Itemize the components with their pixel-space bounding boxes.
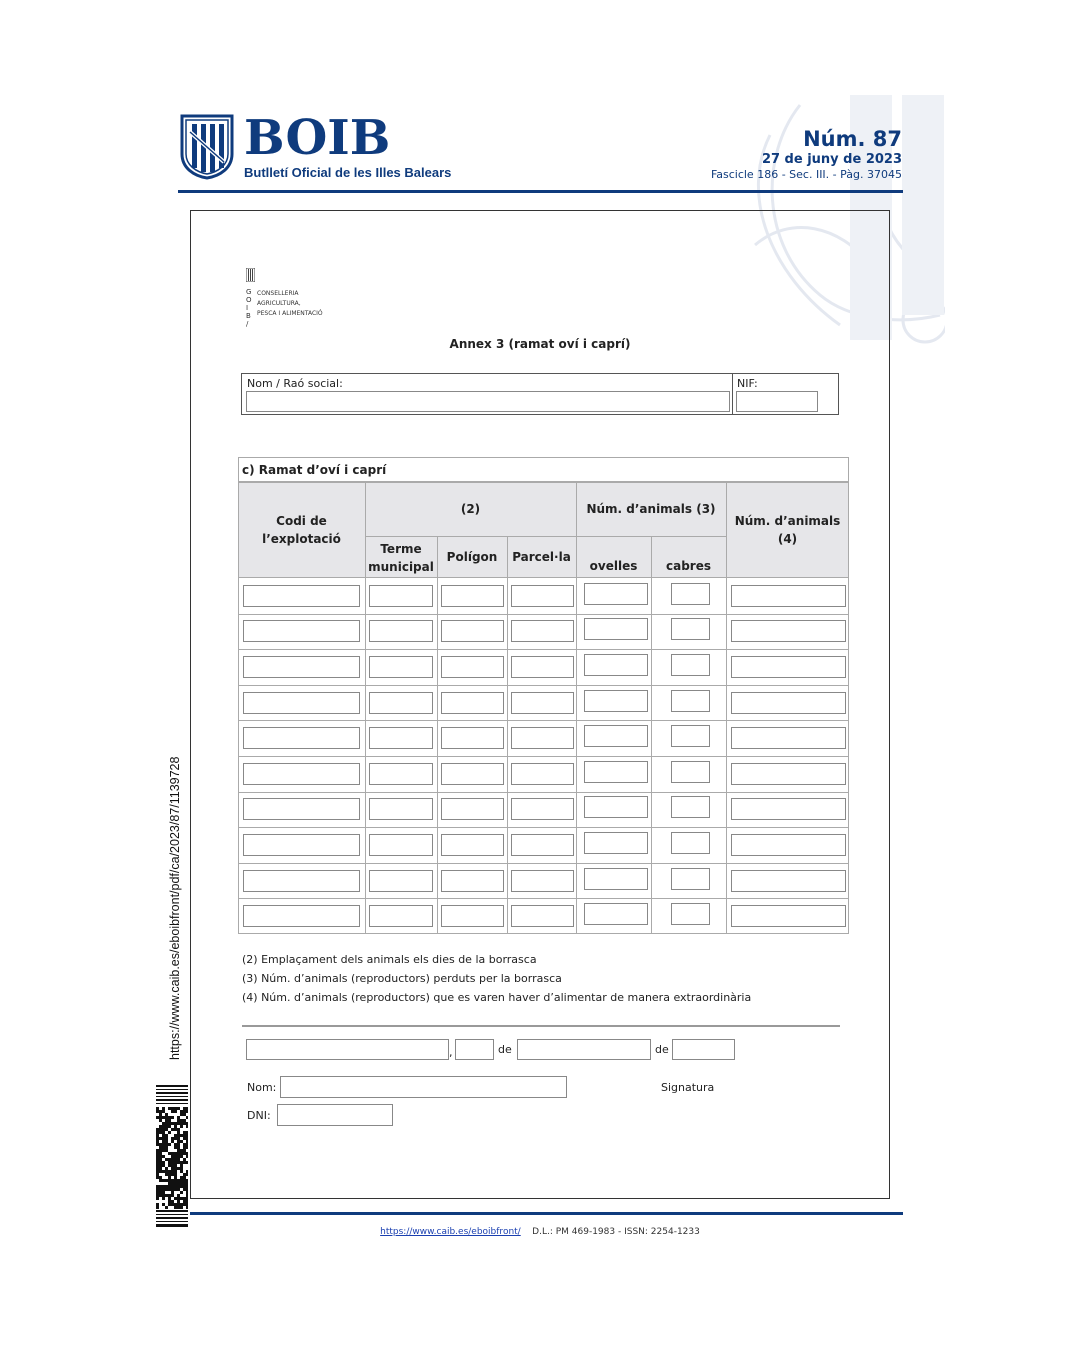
terme-field[interactable] (369, 692, 433, 714)
ovelles-field[interactable] (584, 832, 648, 854)
poligon-field[interactable] (441, 798, 504, 820)
govern-emblem-icon (246, 268, 255, 282)
codi-field[interactable] (243, 870, 360, 892)
section-title: c) Ramat d’oví i caprí (242, 463, 387, 477)
name-nif-divider (732, 374, 733, 414)
parcela-field[interactable] (511, 692, 574, 714)
govern-letter: G (246, 288, 252, 296)
terme-field[interactable] (369, 620, 433, 642)
govern-department (257, 289, 323, 319)
govern-line: CONSELLERIA (257, 290, 299, 297)
num4-field[interactable] (731, 763, 846, 785)
publication-subtitle: Butlletí Oficial de les Illes Balears (244, 165, 452, 180)
ovelles-field[interactable] (584, 618, 648, 640)
poligon-field[interactable] (441, 763, 504, 785)
annex-title: Annex 3 (ramat oví i caprí) (449, 337, 631, 351)
publication-title: BOIB (244, 110, 391, 166)
terme-field[interactable] (369, 727, 433, 749)
ovelles-field[interactable] (584, 690, 648, 712)
parcela-field[interactable] (511, 870, 574, 892)
cabres-field[interactable] (671, 832, 710, 854)
cabres-field[interactable] (671, 583, 710, 605)
ovelles-field[interactable] (584, 796, 648, 818)
ovelles-field[interactable] (584, 654, 648, 676)
poligon-field[interactable] (441, 692, 504, 714)
header-rule (178, 190, 903, 193)
num4-field[interactable] (731, 656, 846, 678)
govern-letters (246, 288, 252, 328)
codi-field[interactable] (243, 692, 360, 714)
name-field[interactable] (246, 391, 730, 412)
cabres-field[interactable] (671, 725, 710, 747)
poligon-field[interactable] (441, 585, 504, 607)
col-header-poligon: Polígon (446, 550, 498, 564)
num4-field[interactable] (731, 585, 846, 607)
govern-letter: B (246, 312, 251, 320)
ovelles-field[interactable] (584, 903, 648, 925)
codi-field[interactable] (243, 905, 360, 927)
poligon-field[interactable] (441, 870, 504, 892)
num4-field[interactable] (731, 834, 846, 856)
col-divider (576, 482, 577, 934)
cabres-field[interactable] (671, 654, 710, 676)
codi-field[interactable] (243, 620, 360, 642)
qr-code-icon (156, 1085, 188, 1230)
parcela-field[interactable] (511, 798, 574, 820)
parcela-field[interactable] (511, 763, 574, 785)
col-divider (507, 536, 508, 934)
poligon-field[interactable] (441, 656, 504, 678)
poligon-field[interactable] (441, 727, 504, 749)
row-divider (238, 614, 849, 615)
row-divider (238, 685, 849, 686)
terme-field[interactable] (369, 585, 433, 607)
cabres-field[interactable] (671, 796, 710, 818)
dni-field[interactable] (277, 1104, 393, 1126)
row-divider (238, 863, 849, 864)
terme-field[interactable] (369, 834, 433, 856)
nom-label: Nom: (247, 1081, 277, 1094)
parcela-field[interactable] (511, 620, 574, 642)
codi-field[interactable] (243, 834, 360, 856)
de-label-2: de (655, 1043, 669, 1056)
year-field[interactable] (672, 1039, 735, 1060)
signatura-label: Signatura (661, 1081, 715, 1094)
header-divider (365, 536, 726, 537)
cabres-field[interactable] (671, 618, 710, 640)
ovelles-field[interactable] (584, 725, 648, 747)
cabres-field[interactable] (671, 690, 710, 712)
num4-field[interactable] (731, 798, 846, 820)
ovelles-field[interactable] (584, 583, 648, 605)
govern-line: AGRICULTURA, (257, 300, 301, 307)
num4-field[interactable] (731, 692, 846, 714)
num4-field[interactable] (731, 727, 846, 749)
issue-info: Fascicle 186 - Sec. III. - Pàg. 37045 (710, 168, 902, 181)
col-header-ovelles: ovelles (589, 559, 638, 573)
col-divider (726, 482, 727, 934)
footer (0, 1227, 1080, 1237)
col-divider (651, 536, 652, 934)
terme-field[interactable] (369, 763, 433, 785)
boib-emblem-icon (178, 112, 236, 180)
codi-field[interactable] (243, 798, 360, 820)
issue-date: 27 de juny de 2023 (761, 152, 902, 167)
govern-letter: O (246, 296, 252, 304)
place-field[interactable] (246, 1039, 449, 1060)
issue-number: Núm. 87 (803, 127, 902, 151)
row-divider (238, 649, 849, 650)
name-label: Nom / Raó social: (247, 377, 343, 390)
footer-rule (190, 1212, 903, 1215)
row-divider (238, 756, 849, 757)
terme-field[interactable] (369, 905, 433, 927)
cabres-field[interactable] (671, 903, 710, 925)
side-url: https://www.caib.es/eboibfront/pdf/ca/2023/87/1139728 (168, 756, 182, 1060)
num4-field[interactable] (731, 870, 846, 892)
terme-field[interactable] (369, 798, 433, 820)
col-header-terme: Terme municipal (368, 542, 434, 574)
nom-field[interactable] (280, 1076, 567, 1098)
col-divider (437, 536, 438, 934)
comma-label: , (449, 1046, 453, 1059)
note-2: (2) Emplaçament dels animals els dies de la borrasca (242, 953, 537, 966)
note-4: (4) Núm. d’animals (reproductors) que es varen haver d’alimentar de manera extraordinària (242, 991, 752, 1004)
row-divider (238, 720, 849, 721)
cabres-field[interactable] (671, 868, 710, 890)
signature-rule (242, 1025, 840, 1027)
parcela-field[interactable] (511, 905, 574, 927)
poligon-field[interactable] (441, 834, 504, 856)
col-header-num4: Núm. d’animals (4) (734, 514, 841, 546)
codi-field[interactable] (243, 763, 360, 785)
nif-label: NIF: (737, 377, 758, 390)
parcela-field[interactable] (511, 656, 574, 678)
num4-field[interactable] (731, 905, 846, 927)
footer-link[interactable]: https://www.caib.es/eboibfront/ (380, 1227, 521, 1237)
govern-letter: / (246, 320, 249, 328)
dni-label: DNI: (247, 1109, 271, 1122)
poligon-field[interactable] (441, 905, 504, 927)
day-field[interactable] (455, 1039, 494, 1060)
num4-field[interactable] (731, 620, 846, 642)
parcela-field[interactable] (511, 834, 574, 856)
row-divider (238, 792, 849, 793)
col-header-codi: Codi de l’explotació (262, 514, 341, 546)
terme-field[interactable] (369, 870, 433, 892)
col-header-parcela: Parcel·la (512, 550, 571, 564)
terme-field[interactable] (369, 656, 433, 678)
month-field[interactable] (517, 1039, 651, 1060)
de-label-1: de (498, 1043, 512, 1056)
col-group-animals: Núm. d’animals (3) (586, 502, 716, 516)
govern-line: PESCA I ALIMENTACIÓ (257, 310, 323, 317)
cabres-field[interactable] (671, 761, 710, 783)
codi-field[interactable] (243, 585, 360, 607)
nif-field[interactable] (736, 391, 818, 412)
row-divider (238, 898, 849, 899)
note-3: (3) Núm. d’animals (reproductors) perduts per la borrasca (242, 972, 562, 985)
col-group-location: (2) (460, 502, 481, 516)
col-header-cabres: cabres (666, 559, 711, 573)
codi-field[interactable] (243, 656, 360, 678)
parcela-field[interactable] (511, 585, 574, 607)
row-divider (238, 827, 849, 828)
poligon-field[interactable] (441, 620, 504, 642)
ovelles-field[interactable] (584, 868, 648, 890)
ovelles-field[interactable] (584, 761, 648, 783)
codi-field[interactable] (243, 727, 360, 749)
footer-legal: D.L.: PM 469-1983 - ISSN: 2254-1233 (532, 1227, 700, 1237)
parcela-field[interactable] (511, 727, 574, 749)
govern-letter: I (246, 304, 249, 312)
